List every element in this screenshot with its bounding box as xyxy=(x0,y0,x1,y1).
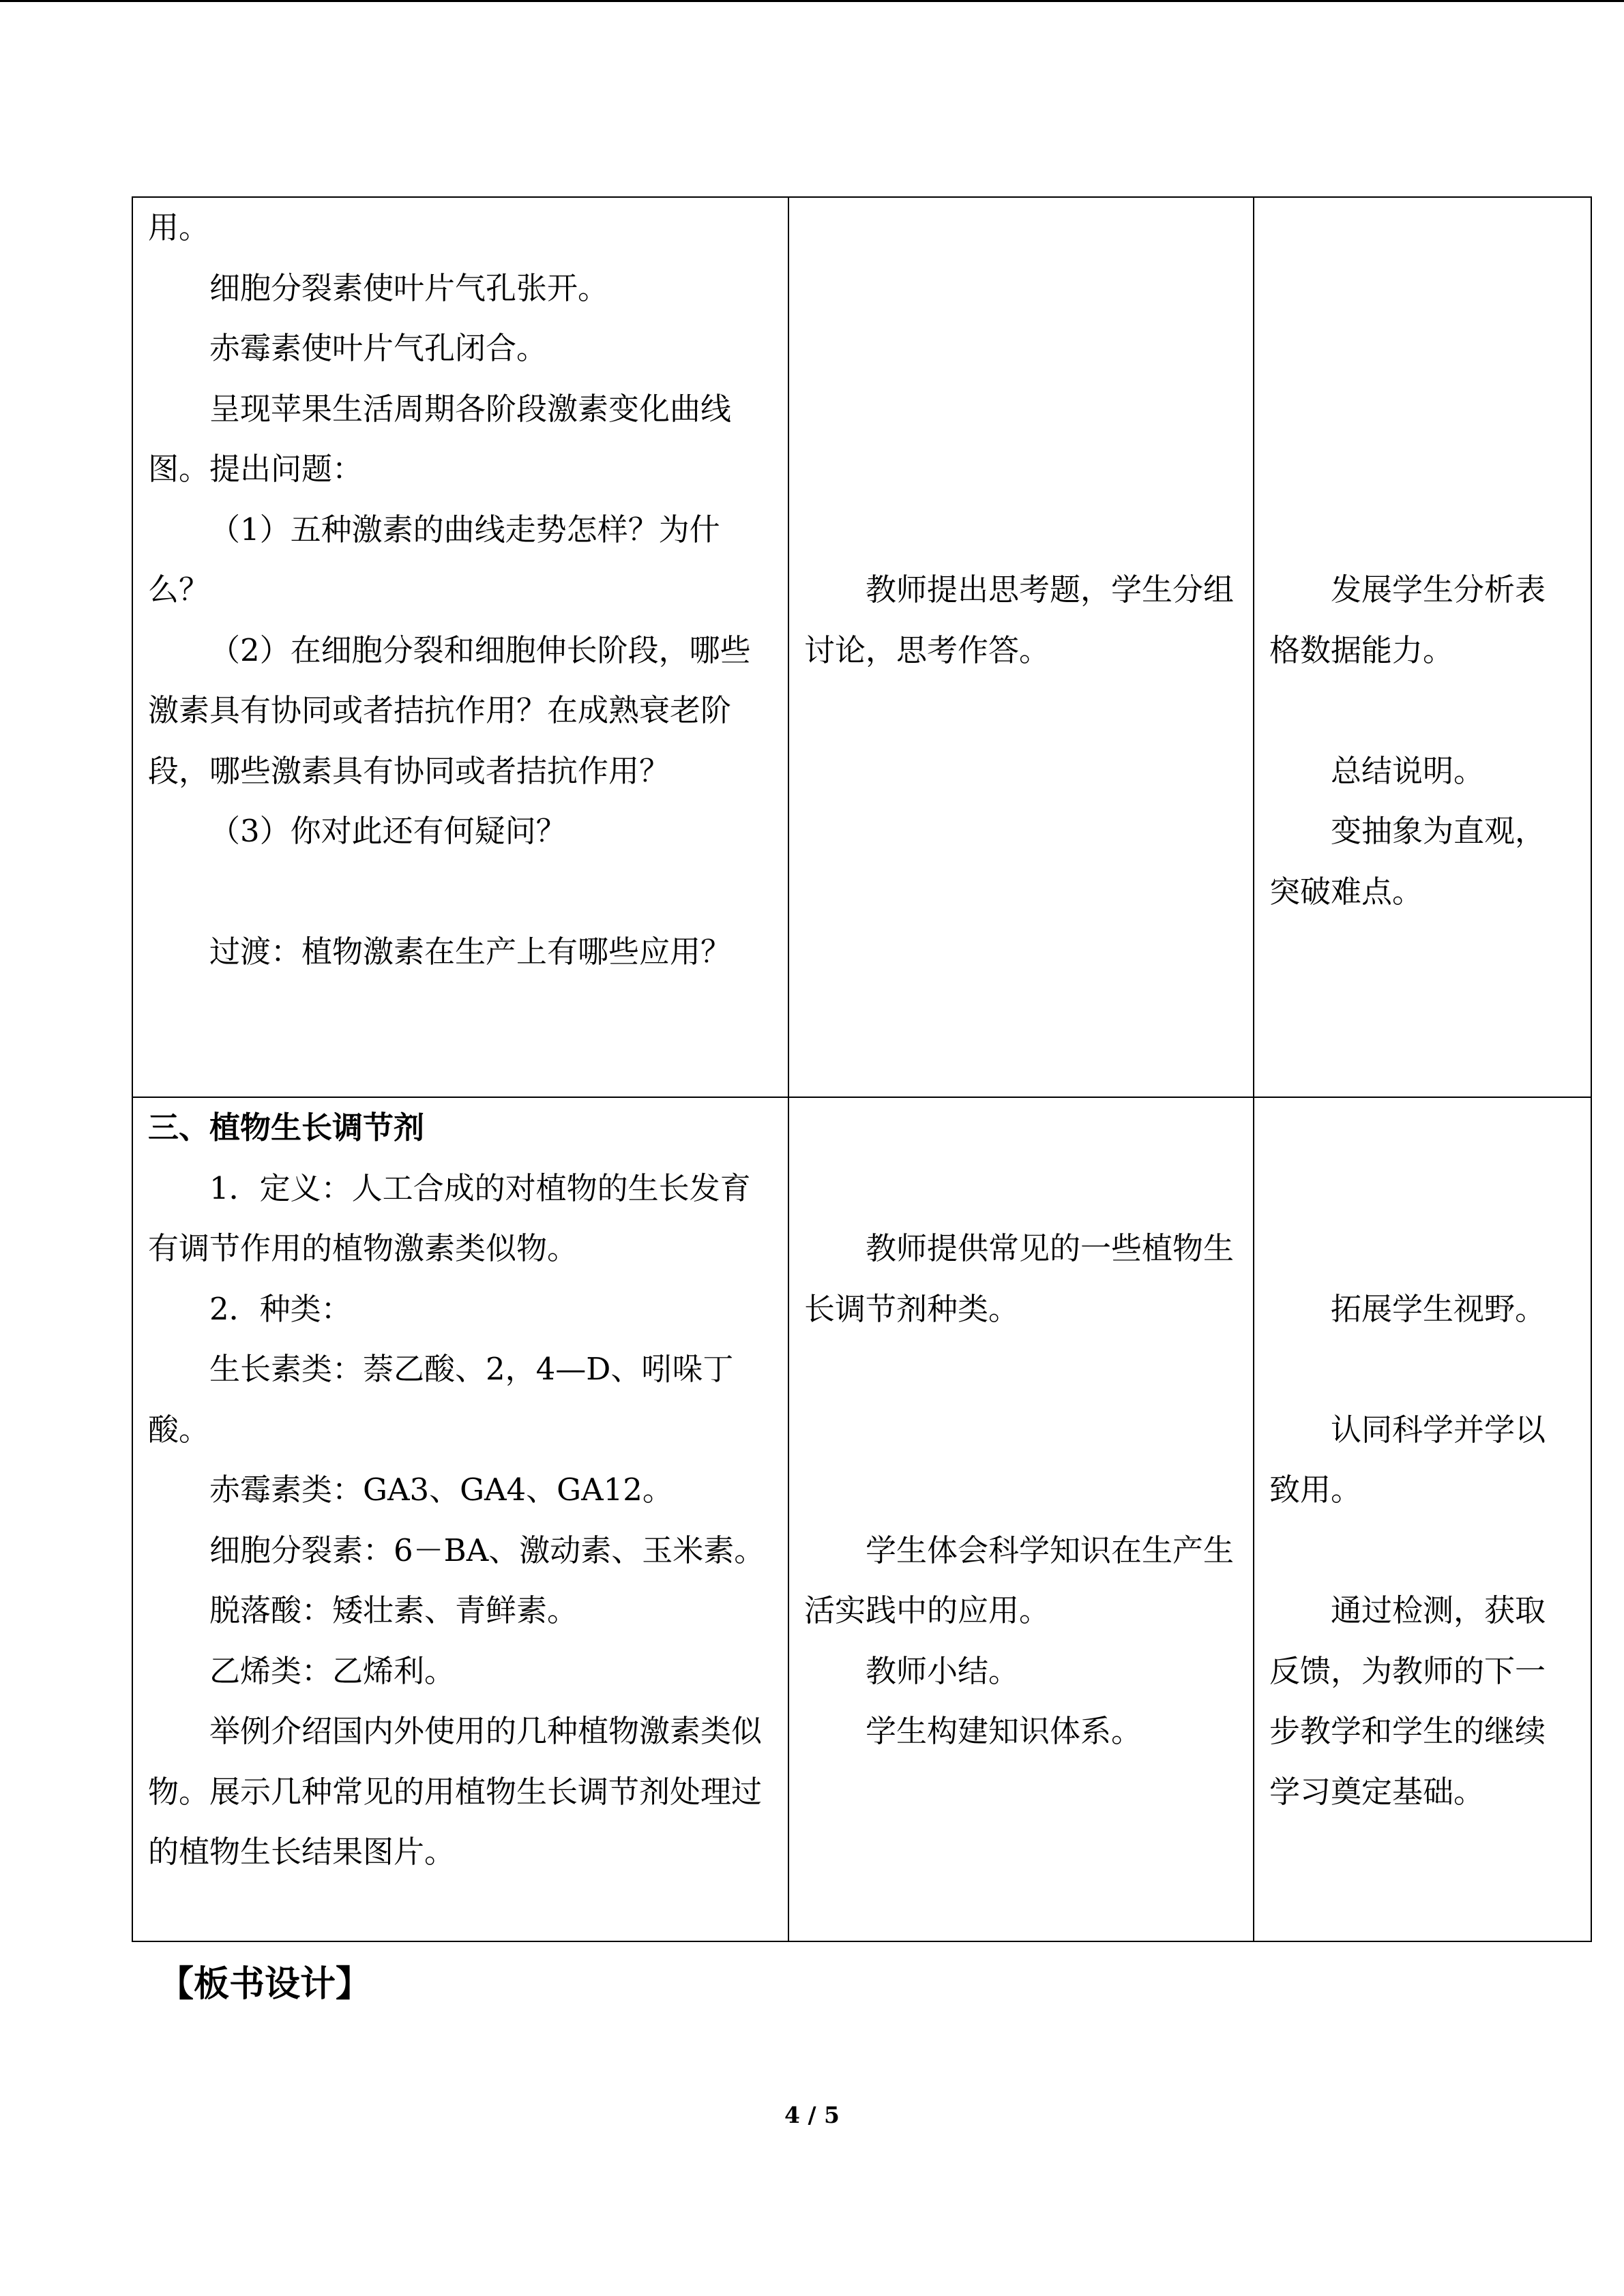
intent-cell xyxy=(1254,1097,1591,1941)
page-top-rule xyxy=(0,0,1624,2)
cell-text: 赤霉素类：GA3、GA4、GA12。 xyxy=(209,1472,673,1508)
cell-text: （1）五种激素的曲线走势怎样？为什么？ xyxy=(148,511,720,608)
cell-text: （3）你对此还有何疑问？ xyxy=(209,813,567,849)
table-row xyxy=(132,197,1591,1097)
cell-text: 发展学生分析表格数据能力。 xyxy=(1269,571,1546,668)
cell-text: 通过检测，获取反馈，为教师的下一步教学和学生的继续学习奠定基础。 xyxy=(1269,1592,1546,1810)
activity-cell xyxy=(788,197,1254,1097)
cell-text: 呈现苹果生活周期各阶段激素变化曲线图。提出问题： xyxy=(148,390,732,487)
cell-text: 学生构建知识体系。 xyxy=(866,1713,1142,1749)
cell-text: 用。 xyxy=(148,209,210,245)
cell-text: 教师提供常见的一些植物生长调节剂种类。 xyxy=(804,1230,1235,1327)
activity-cell xyxy=(788,1097,1254,1941)
content-cell xyxy=(132,197,788,1097)
cell-text: 学生体会科学知识在生产生活实践中的应用。 xyxy=(804,1532,1235,1628)
cell-text: 1．定义：人工合成的对植物的生长发育有调节作用的植物激素类似物。 xyxy=(148,1169,751,1266)
cell-text: 拓展学生视野。 xyxy=(1331,1290,1546,1327)
cell-text: 2．种类： xyxy=(209,1290,352,1327)
cell-text: 举例介绍国内外使用的几种植物激素类似物。展示几种常见的用植物生长调节剂处理过的植物生长结果图片。 xyxy=(148,1713,763,1870)
intent-cell xyxy=(1254,197,1591,1097)
cell-text: （2）在细胞分裂和细胞伸长阶段，哪些激素具有协同或者拮抗作用？在成熟衰老阶段，哪些激素具有协同或者拮抗作用？ xyxy=(148,631,751,789)
cell-text: 脱落酸：矮壮素、青鲜素。 xyxy=(209,1592,578,1628)
cell-text: 认同科学并学以致用。 xyxy=(1269,1411,1546,1508)
cell-text: 乙烯类：乙烯利。 xyxy=(209,1652,456,1689)
table-row xyxy=(132,1097,1591,1941)
cell-text: 变抽象为直观，突破难点。 xyxy=(1269,813,1546,910)
board-design-heading: 【板书设计】 xyxy=(158,1963,372,2005)
section-title: 三、植物生长调节剂 xyxy=(148,1109,425,1146)
cell-text: 教师小结。 xyxy=(866,1652,1020,1689)
cell-text: 细胞分裂素使叶片气孔张开。 xyxy=(209,269,609,306)
cell-text: 教师提出思考题，学生分组讨论，思考作答。 xyxy=(804,571,1235,668)
cell-text: 细胞分裂素：6－BA、激动素、玉米素。 xyxy=(209,1532,765,1568)
cell-text: 总结说明。 xyxy=(1331,752,1485,789)
page-number: 4 / 5 xyxy=(784,2102,840,2128)
spacer xyxy=(148,862,770,923)
cell-text: 过渡：植物激素在生产上有哪些应用？ xyxy=(209,934,732,970)
lesson-table xyxy=(132,196,1592,1942)
cell-text: 生长素类：萘乙酸、2，4—D、吲哚丁酸。 xyxy=(148,1351,734,1448)
content-cell xyxy=(132,1097,788,1941)
cell-text: 赤霉素使叶片气孔闭合。 xyxy=(209,330,548,366)
